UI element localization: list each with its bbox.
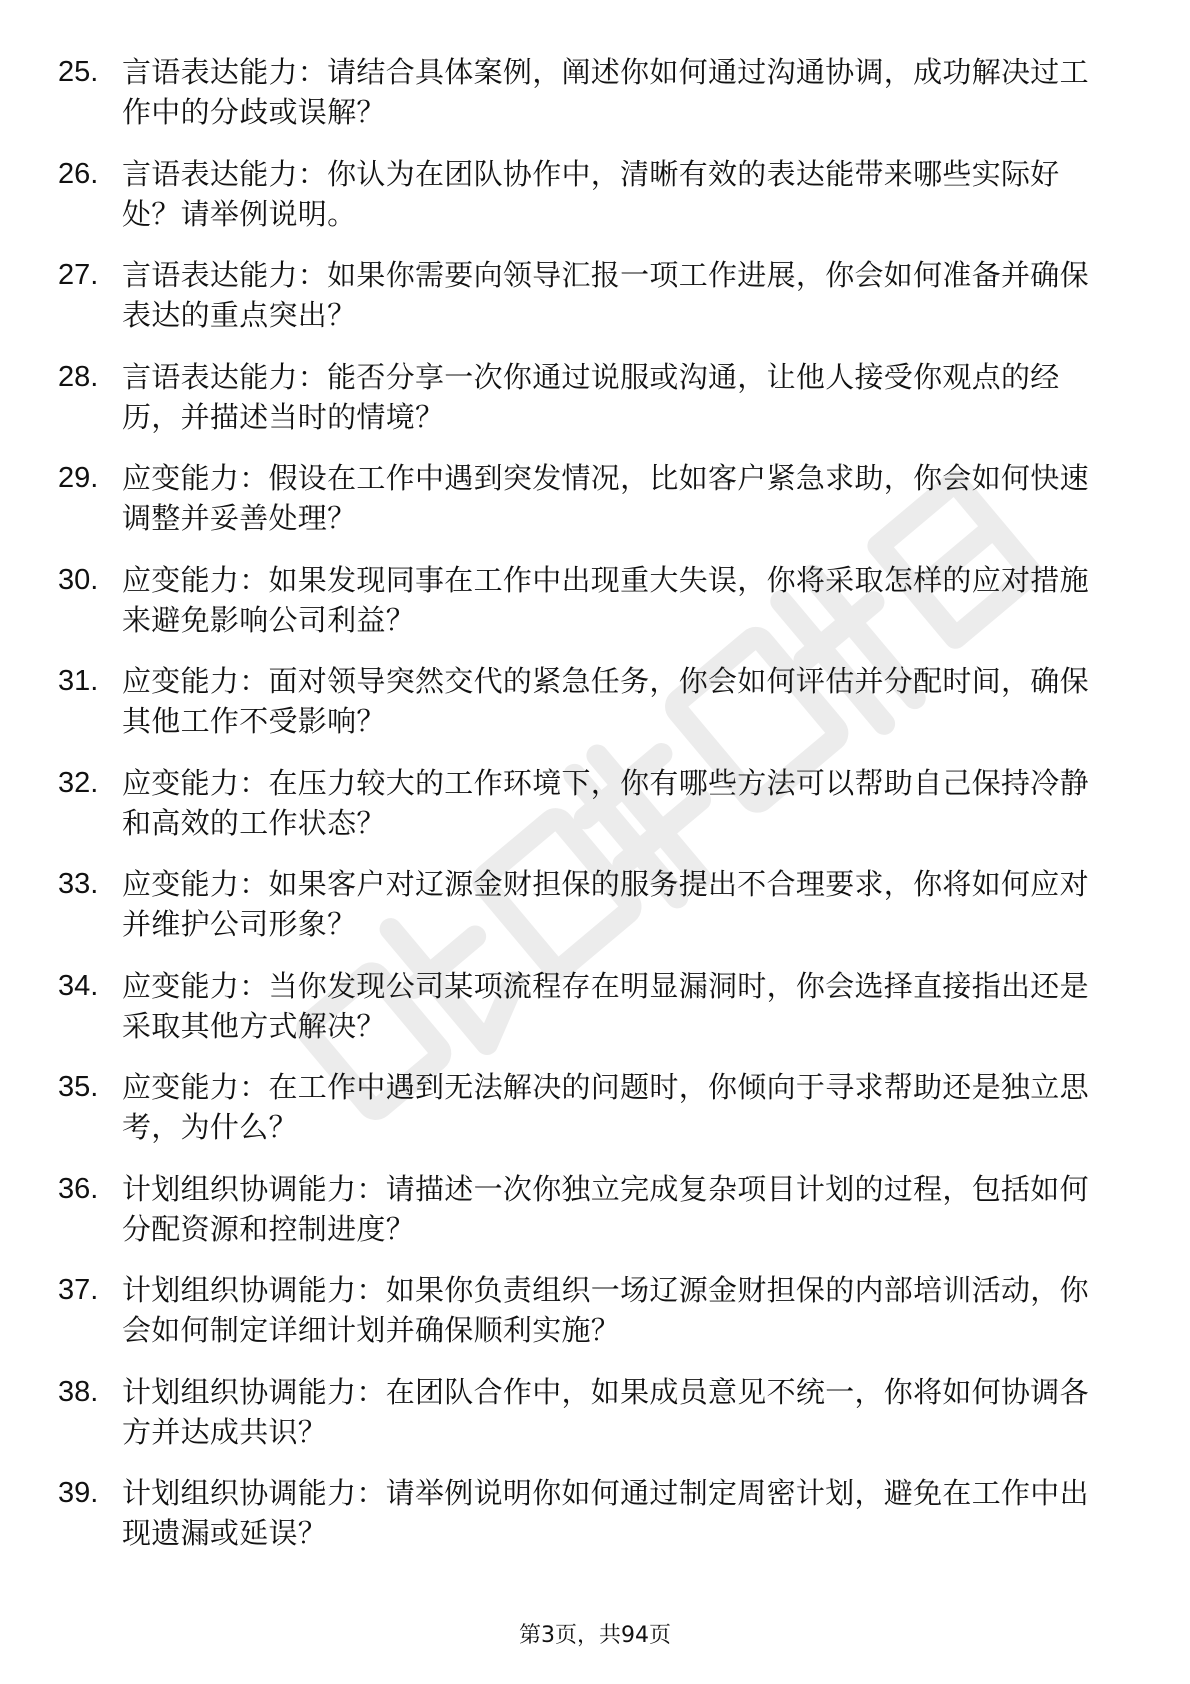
question-text: 计划组织协调能力：请描述一次你独立完成复杂项目计划的过程，包括如何分配资源和控制进度？ xyxy=(122,1171,1089,1246)
question-number: 28. xyxy=(58,360,99,393)
question-text: 应变能力：当你发现公司某项流程存在明显漏洞时，你会选择直接指出还是采取其他方式解决？ xyxy=(122,968,1089,1043)
question-number: 33. xyxy=(58,868,99,900)
question-number: 27. xyxy=(58,259,99,291)
question-item xyxy=(58,255,1118,357)
question-text: 计划组织协调能力：如果你负责组织一场辽源金财担保的内部培训活动，你会如何制定详细计划并确保顺利实施？ xyxy=(122,1273,1089,1347)
question-number: 38. xyxy=(58,1375,99,1408)
question-item xyxy=(58,1270,1118,1372)
question-text: 应变能力：在工作中遇到无法解决的问题时，你倾向于寻求帮助还是独立思考，为什么？ xyxy=(122,1070,1089,1144)
question-list xyxy=(58,52,1118,1575)
question-number: 30. xyxy=(58,563,99,596)
question-number: 32. xyxy=(58,766,99,799)
question-text: 应变能力：如果发现同事在工作中出现重大失误，你将采取怎样的应对措施来避免影响公司利益？ xyxy=(122,562,1089,637)
question-item xyxy=(58,1473,1118,1575)
page-footer: 第3页，共94页 xyxy=(519,1623,671,1648)
question-text: 应变能力：在压力较大的工作环境下，你有哪些方法可以帮助自己保持冷静和高效的工作状态？ xyxy=(122,765,1089,840)
question-number: 37. xyxy=(58,1274,99,1306)
question-item xyxy=(58,966,1118,1068)
question-item xyxy=(58,661,1118,763)
question-item xyxy=(58,357,1118,459)
question-number: 29. xyxy=(58,462,99,494)
question-text: 应变能力：面对领导突然交代的紧急任务，你会如何评估并分配时间，确保其他工作不受影响？ xyxy=(122,664,1089,738)
question-text: 言语表达能力：请结合具体案例，阐述你如何通过沟通协调，成功解决过工作中的分歧或误解？ xyxy=(122,55,1089,129)
question-number: 34. xyxy=(58,969,99,1002)
question-number: 31. xyxy=(58,665,99,697)
question-number: 26. xyxy=(58,157,99,190)
question-text: 言语表达能力：能否分享一次你通过说服或沟通，让他人接受你观点的经历，并描述当时的情境？ xyxy=(122,359,1060,434)
question-item xyxy=(58,1067,1118,1169)
question-text: 应变能力：假设在工作中遇到突发情况，比如客户紧急求助，你会如何快速调整并妥善处理？ xyxy=(122,461,1089,535)
question-item xyxy=(58,154,1118,256)
question-text: 言语表达能力：你认为在团队协作中，清晰有效的表达能带来哪些实际好处？请举例说明。 xyxy=(122,156,1060,231)
question-item xyxy=(58,1169,1118,1271)
question-number: 35. xyxy=(58,1071,99,1103)
question-text: 计划组织协调能力：请举例说明你如何通过制定周密计划，避免在工作中出现遗漏或延误？ xyxy=(122,1476,1089,1550)
question-text: 计划组织协调能力：在团队合作中，如果成员意见不统一，你将如何协调各方并达成共识？ xyxy=(122,1374,1089,1449)
question-text: 言语表达能力：如果你需要向领导汇报一项工作进展，你会如何准备并确保表达的重点突出？ xyxy=(122,258,1089,332)
question-number: 25. xyxy=(58,56,99,88)
question-item xyxy=(58,52,1118,154)
question-item xyxy=(58,458,1118,560)
question-item xyxy=(58,864,1118,966)
question-text: 应变能力：如果客户对辽源金财担保的服务提出不合理要求，你将如何应对并维护公司形象？ xyxy=(122,867,1089,941)
question-number: 39. xyxy=(58,1477,99,1509)
question-item xyxy=(58,1372,1118,1474)
question-item xyxy=(58,763,1118,865)
question-number: 36. xyxy=(58,1172,99,1205)
question-item xyxy=(58,560,1118,662)
